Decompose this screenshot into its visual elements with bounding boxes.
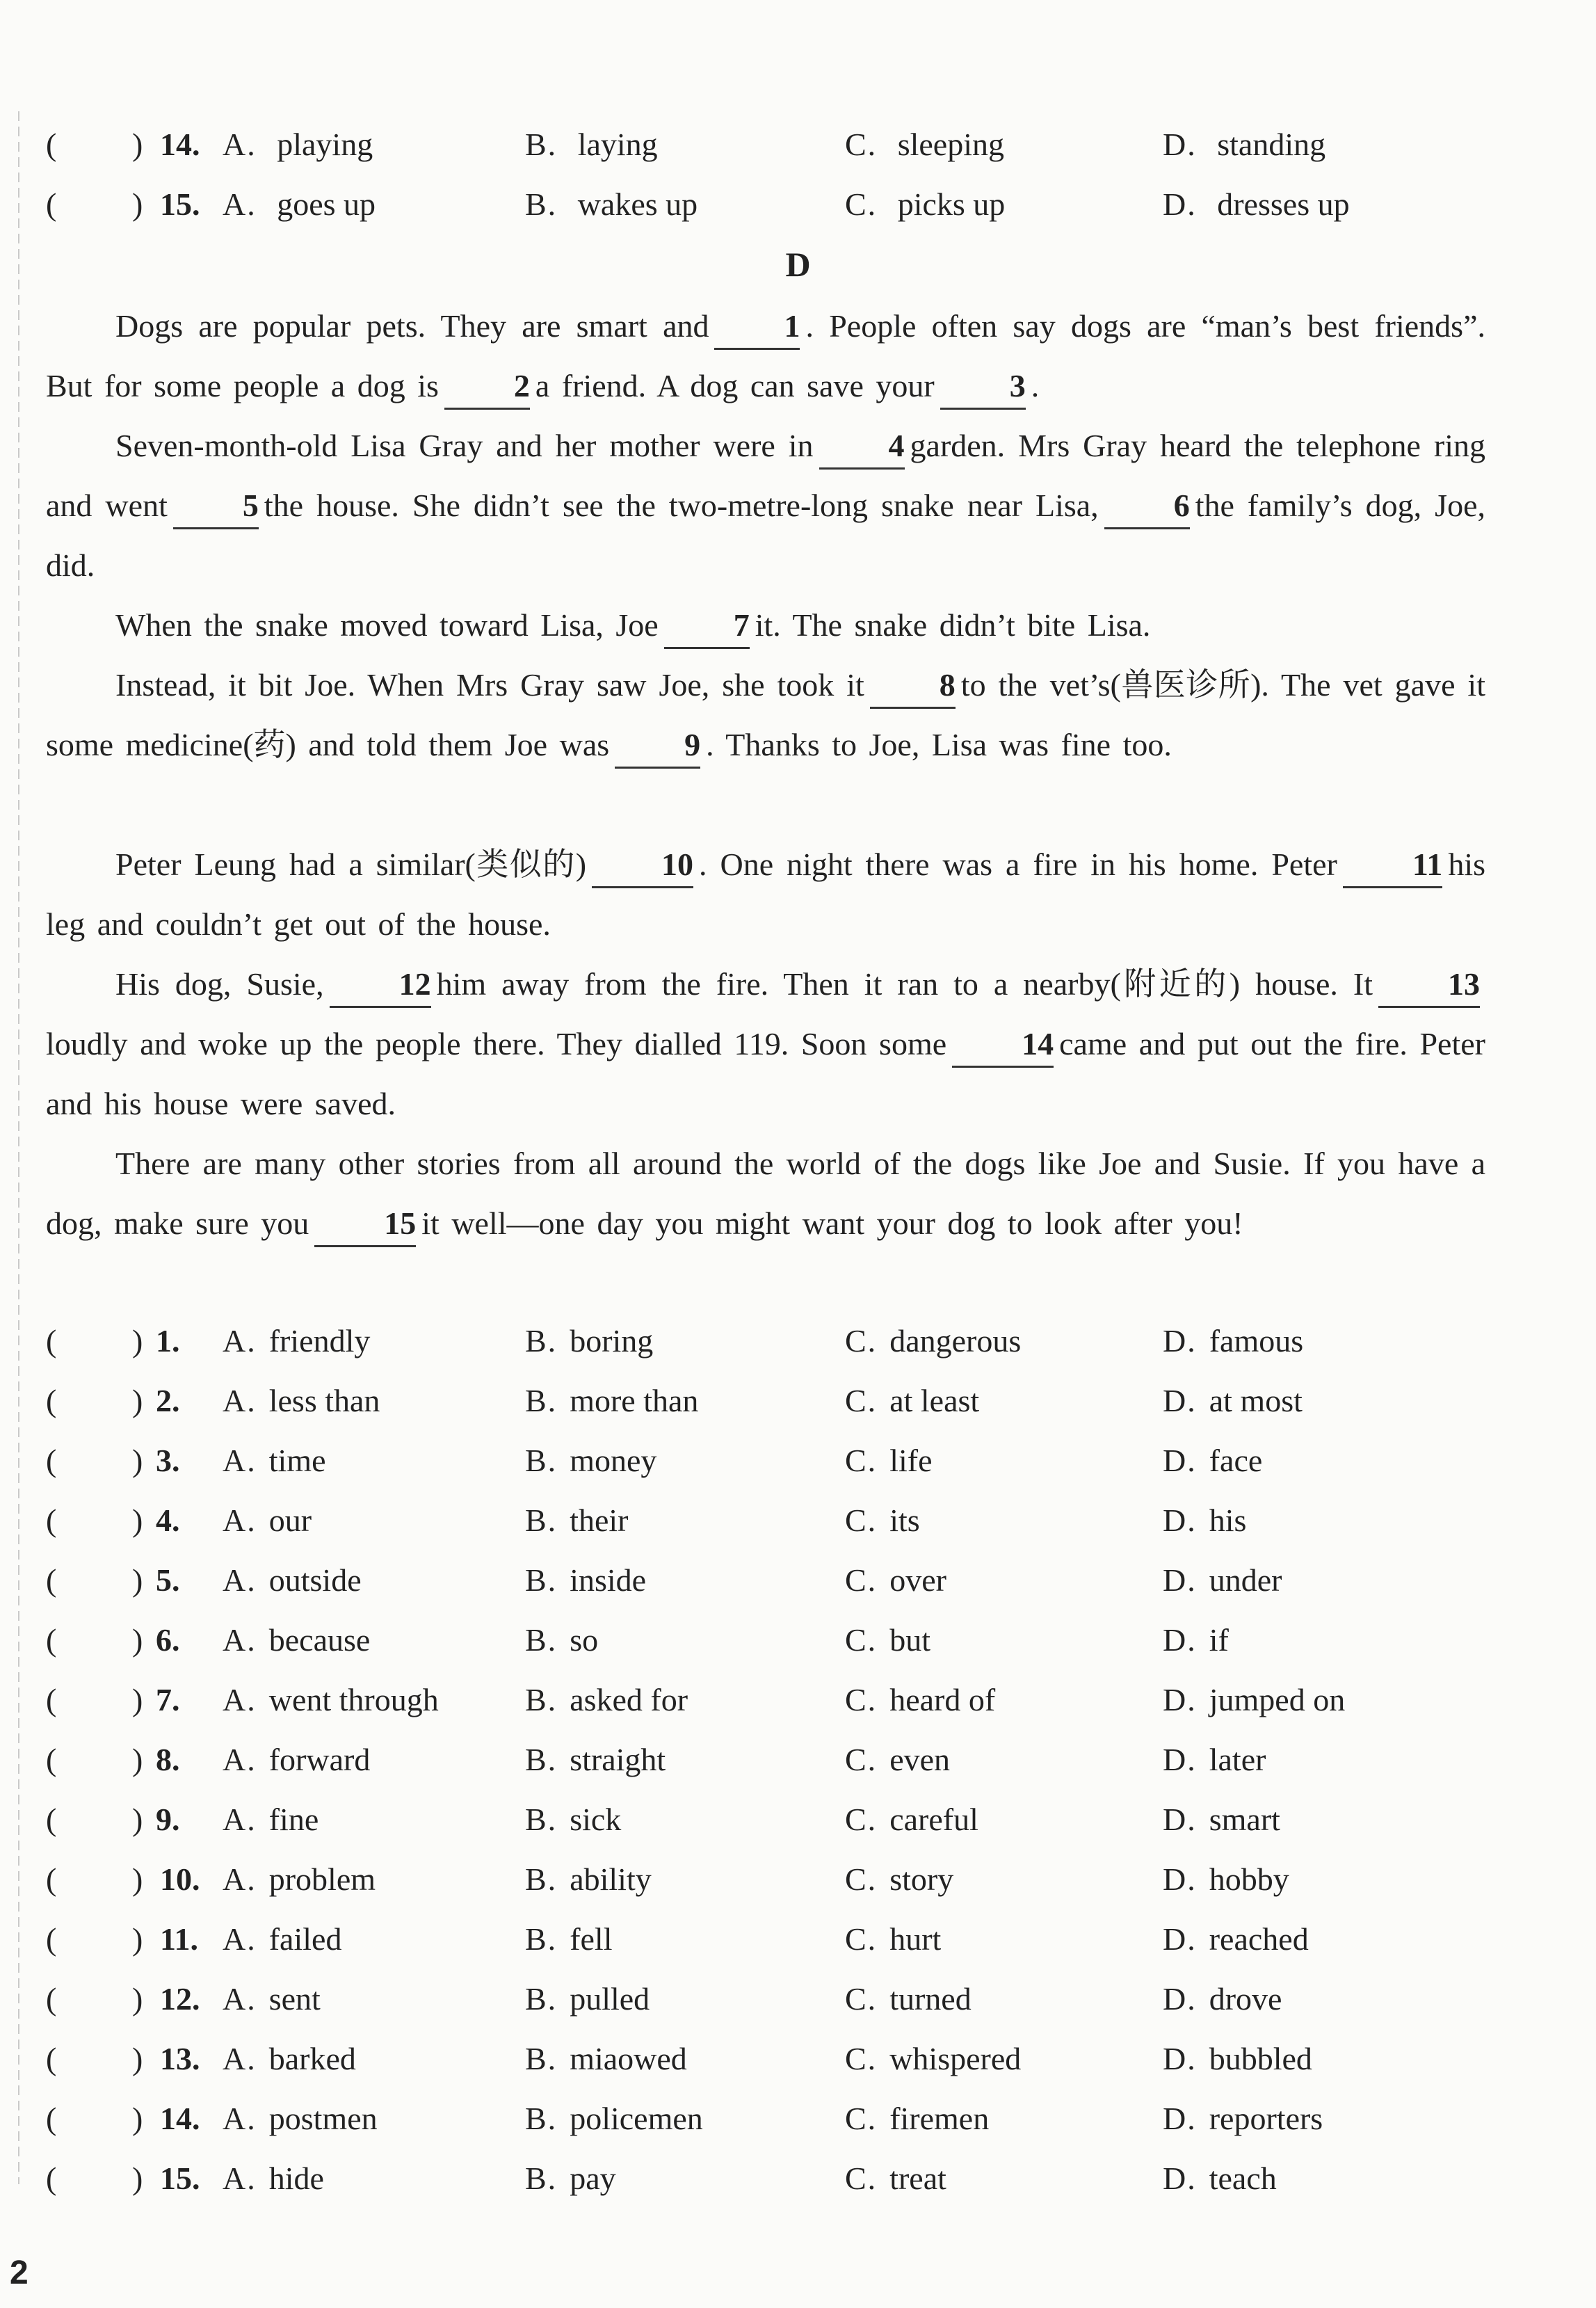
- blank: 13: [1378, 963, 1480, 1008]
- question-row: [0, 1612, 1596, 1668]
- option-c: C. life: [845, 1443, 933, 1478]
- blank: 5: [173, 484, 259, 529]
- question-row: [0, 1313, 1596, 1369]
- option-a: A. time: [223, 1443, 326, 1478]
- question-number: 14.: [160, 127, 200, 162]
- question-number: 4.: [156, 1502, 180, 1538]
- option-c: C. even: [845, 1742, 951, 1777]
- option-b: B. pulled: [525, 1981, 650, 2017]
- question-number: 11.: [160, 1921, 198, 1957]
- answer-paren-close: ): [132, 1562, 143, 1598]
- option-b: B. asked for: [525, 1682, 688, 1717]
- option-a: A. postmen: [223, 2101, 378, 2136]
- question-number: 2.: [156, 1383, 180, 1418]
- option-a: A. less than: [223, 1383, 380, 1418]
- page-number: 2: [10, 2254, 29, 2291]
- answer-paren-close: ): [132, 127, 143, 162]
- passage-paragraph: His dog, Susie, 12 him away from the fire. Then it ran to a nearby(附近的) house. It 13loudly and woke up the people there. They dialled 119. Soon some 14 came and put out the fire. Peter and his house were saved.: [46, 954, 1485, 1134]
- option-a: A. barked: [223, 2041, 356, 2076]
- answer-paren-close: ): [132, 1682, 143, 1717]
- option-a: A. forward: [223, 1742, 371, 1777]
- option-a: A. problem: [223, 1861, 376, 1897]
- blank: 15: [314, 1202, 416, 1247]
- question-row: [0, 1852, 1596, 1907]
- question-number: 10.: [160, 1861, 200, 1897]
- question-row: [0, 1732, 1596, 1788]
- option-b: B. pay: [525, 2161, 616, 2196]
- question-row: [0, 1672, 1596, 1728]
- option-b: B. inside: [525, 1562, 647, 1598]
- question-number: 8.: [156, 1742, 180, 1777]
- blank: 14: [952, 1023, 1054, 1068]
- answer-paren-close: ): [132, 186, 143, 222]
- option-d: D. at most: [1163, 1383, 1303, 1418]
- answer-paren-open: (: [46, 1502, 57, 1538]
- blank: 12: [330, 963, 431, 1008]
- option-d: D. teach: [1163, 2161, 1277, 2196]
- passage-paragraph: When the snake moved toward Lisa, Joe 7 it. The snake didn’t bite Lisa.: [46, 595, 1485, 655]
- answer-paren-open: (: [46, 2161, 57, 2196]
- answer-paren-close: ): [132, 2101, 143, 2136]
- answer-paren-close: ): [132, 1921, 143, 1957]
- option-d: D. later: [1163, 1742, 1266, 1777]
- section-title: D: [785, 245, 811, 284]
- answer-paren-open: (: [46, 1682, 57, 1717]
- question-number: 9.: [156, 1802, 180, 1837]
- passage-paragraph: Instead, it bit Joe. When Mrs Gray saw Joe, she took it 8 to the vet’s(兽医诊所). The vet gave it some medicine(药) and told them Joe was 9 . Thanks to Joe, Lisa was fine too.: [46, 655, 1485, 775]
- answer-paren-open: (: [46, 1562, 57, 1598]
- passage-paragraph: Peter Leung had a similar(类似的) 10 . One night there was a fire in his home. Peter 11 his leg and couldn’t get out of the house.: [46, 835, 1485, 954]
- option-d: D. under: [1163, 1562, 1282, 1598]
- option-d: D. standing: [1163, 127, 1326, 162]
- option-c: C. careful: [845, 1802, 978, 1837]
- option-b: B. wakes up: [525, 186, 698, 222]
- option-d: D. jumped on: [1163, 1682, 1346, 1717]
- option-d: D. bubbled: [1163, 2041, 1312, 2076]
- answer-paren-close: ): [132, 1742, 143, 1777]
- question-number: 14.: [160, 2101, 200, 2136]
- option-b: B. straight: [525, 1742, 666, 1777]
- option-c: C. whispered: [845, 2041, 1022, 2076]
- question-row: [0, 1971, 1596, 2027]
- answer-paren-open: (: [46, 1981, 57, 2017]
- blank: 9: [615, 723, 700, 769]
- blank: 3: [940, 364, 1026, 410]
- option-c: C. story: [845, 1861, 954, 1897]
- blank: 6: [1104, 484, 1190, 529]
- option-c: C. sleeping: [845, 127, 1004, 162]
- passage-paragraph: Dogs are popular pets. They are smart and 1 . People often say dogs are “man’s best friends”. But for some people a dog is 2 a friend. A dog can save your 3 .: [46, 296, 1485, 416]
- option-c: C. hurt: [845, 1921, 942, 1957]
- question-row: [0, 1433, 1596, 1489]
- option-b: B. laying: [525, 127, 658, 162]
- question-row: [0, 1553, 1596, 1608]
- option-a: A. playing: [223, 127, 373, 162]
- option-b: B. money: [525, 1443, 657, 1478]
- answer-paren-open: (: [46, 1861, 57, 1897]
- option-d: D. famous: [1163, 1323, 1304, 1359]
- option-d: D. face: [1163, 1443, 1263, 1478]
- option-a: A. our: [223, 1502, 312, 1538]
- question-number: 5.: [156, 1562, 180, 1598]
- option-a: A. sent: [223, 1981, 321, 2017]
- passage-paragraph: Seven-month-old Lisa Gray and her mother were in 4 garden. Mrs Gray heard the telephone ring and went 5 the house. She didn’t see the two-metre-long snake near Lisa, 6 the family’s dog, Joe, did.: [46, 416, 1485, 595]
- option-c: C. at least: [845, 1383, 980, 1418]
- answer-paren-close: ): [132, 1443, 143, 1478]
- question-number: 13.: [160, 2041, 200, 2076]
- question-number: 3.: [156, 1443, 180, 1478]
- blank: 1: [714, 305, 800, 350]
- option-c: C. but: [845, 1622, 930, 1658]
- option-d: D. reached: [1163, 1921, 1309, 1957]
- answer-paren-open: (: [46, 1323, 57, 1359]
- blank: 2: [444, 364, 530, 410]
- option-d: D. dresses up: [1163, 186, 1350, 222]
- question-row: [0, 1792, 1596, 1848]
- answer-paren-close: ): [132, 1981, 143, 2017]
- answer-paren-open: (: [46, 1622, 57, 1658]
- option-c: C. treat: [845, 2161, 946, 2196]
- question-number: 1.: [156, 1323, 180, 1359]
- option-c: C. over: [845, 1562, 946, 1598]
- option-a: A. went through: [223, 1682, 439, 1717]
- option-c: C. its: [845, 1502, 920, 1538]
- option-b: B. their: [525, 1502, 629, 1538]
- question-row: [0, 2151, 1596, 2206]
- question-row: [0, 117, 1596, 173]
- option-d: D. drove: [1163, 1981, 1282, 2017]
- option-d: D. reporters: [1163, 2101, 1323, 2136]
- answer-paren-open: (: [46, 1802, 57, 1837]
- answer-paren-open: (: [46, 2101, 57, 2136]
- option-a: A. hide: [223, 2161, 324, 2196]
- option-b: B. more than: [525, 1383, 699, 1418]
- blank: 7: [664, 604, 750, 649]
- option-b: B. sick: [525, 1802, 622, 1837]
- answer-paren-close: ): [132, 2041, 143, 2076]
- answer-paren-open: (: [46, 127, 57, 162]
- passage-paragraph: There are many other stories from all around the world of the dogs like Joe and Susie. If you have a dog, make sure you 15 it well—one day you might want your dog to look after you!: [46, 1134, 1485, 1253]
- answer-paren-close: ): [132, 1383, 143, 1418]
- answer-paren-close: ): [132, 1502, 143, 1538]
- answer-paren-open: (: [46, 1383, 57, 1418]
- option-a: A. because: [223, 1622, 371, 1658]
- question-number: 6.: [156, 1622, 180, 1658]
- question-row: [0, 2091, 1596, 2147]
- option-c: C. turned: [845, 1981, 972, 2017]
- question-row: [0, 2031, 1596, 2087]
- option-b: B. miaowed: [525, 2041, 687, 2076]
- blank: 4: [819, 424, 905, 470]
- answer-paren-open: (: [46, 1921, 57, 1957]
- option-b: B. ability: [525, 1861, 652, 1897]
- option-d: D. smart: [1163, 1802, 1280, 1837]
- answer-paren-close: ): [132, 1622, 143, 1658]
- option-c: C. picks up: [845, 186, 1006, 222]
- answer-paren-open: (: [46, 1742, 57, 1777]
- option-a: A. goes up: [223, 186, 376, 222]
- question-row: [0, 1493, 1596, 1548]
- option-c: C. dangerous: [845, 1323, 1022, 1359]
- question-number: 7.: [156, 1682, 180, 1717]
- answer-paren-open: (: [46, 1443, 57, 1478]
- question-row: [0, 1373, 1596, 1429]
- answer-paren-open: (: [46, 2041, 57, 2076]
- question-number: 12.: [160, 1981, 200, 2017]
- option-b: B. so: [525, 1622, 599, 1658]
- option-a: A. fine: [223, 1802, 319, 1837]
- question-number: 15.: [160, 186, 200, 222]
- option-b: B. fell: [525, 1921, 613, 1957]
- option-b: B. boring: [525, 1323, 654, 1359]
- blank: 10: [592, 843, 693, 888]
- option-d: D. his: [1163, 1502, 1247, 1538]
- answer-paren-close: ): [132, 2161, 143, 2196]
- answer-paren-open: (: [46, 186, 57, 222]
- blank: 8: [870, 664, 956, 709]
- option-a: A. outside: [223, 1562, 362, 1598]
- blank: 11: [1343, 843, 1442, 888]
- option-d: D. if: [1163, 1622, 1229, 1658]
- option-a: A. failed: [223, 1921, 342, 1957]
- answer-paren-close: ): [132, 1323, 143, 1359]
- question-row: [0, 1912, 1596, 1967]
- option-d: D. hobby: [1163, 1861, 1289, 1897]
- answer-paren-close: ): [132, 1861, 143, 1897]
- option-b: B. policemen: [525, 2101, 703, 2136]
- answer-paren-close: ): [132, 1802, 143, 1837]
- question-row: [0, 177, 1596, 232]
- option-c: C. firemen: [845, 2101, 990, 2136]
- option-a: A. friendly: [223, 1323, 371, 1359]
- question-number: 15.: [160, 2161, 200, 2196]
- option-c: C. heard of: [845, 1682, 996, 1717]
